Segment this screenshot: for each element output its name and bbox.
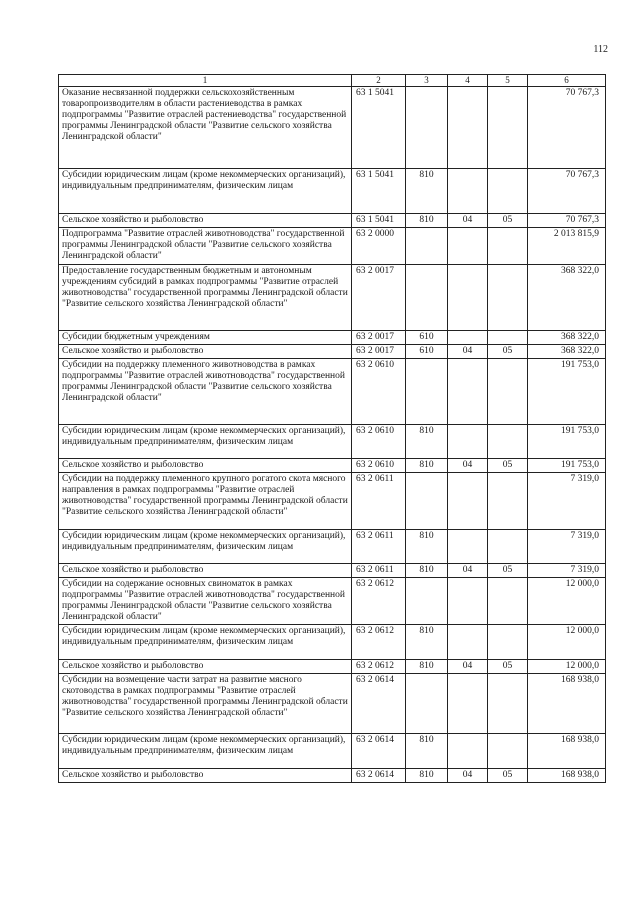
row-subsection-cell [488,530,528,564]
row-subsection-cell [488,674,528,734]
row-amount-cell: 70 767,3 [528,87,606,169]
row-expense-type-cell [406,578,448,625]
row-amount-cell: 7 319,0 [528,530,606,564]
row-expense-type-cell: 810 [406,734,448,769]
row-name-cell: Сельское хозяйство и рыболовство [59,345,352,359]
row-name-cell: Субсидии на поддержку племенного крупного рогатого скота мясного направления в рамках подпрограммы "Развитие отраслей животноводства" государственной программы Ленинградской области "Развитие сельского хозяйства Ленинградской области" [59,473,352,530]
row-name-cell: Субсидии на поддержку племенного животноводства в рамках подпрограммы "Развитие отраслей животноводства" государственной программы Ленинградской области "Развитие сельского хозяйства Ленинградской области" [59,359,352,425]
row-expense-type-cell: 810 [406,425,448,459]
row-subsection-cell: 05 [488,459,528,473]
row-section-cell [448,87,488,169]
row-code-cell: 63 2 0017 [352,265,406,331]
row-code-cell: 63 2 0610 [352,425,406,459]
table-row [59,228,606,265]
table-row [59,564,606,578]
row-name-cell: Сельское хозяйство и рыболовство [59,459,352,473]
row-expense-type-cell [406,473,448,530]
header-cell: 4 [448,75,488,87]
row-section-cell [448,473,488,530]
row-section-cell [448,425,488,459]
row-subsection-cell [488,169,528,214]
row-name-cell: Предоставление государственным бюджетным и автономным учреждениям субсидий в рамках подпрограммы "Развитие отраслей животноводства" государственной программы Ленинградской области "Развитие сельского хозяйства Ленинградской области" [59,265,352,331]
table-row [59,331,606,345]
page-number: 112 [593,44,608,55]
header-cell: 3 [406,75,448,87]
row-expense-type-cell: 810 [406,530,448,564]
row-section-cell [448,578,488,625]
row-name-cell: Сельское хозяйство и рыболовство [59,769,352,783]
table-row [59,530,606,564]
row-subsection-cell: 05 [488,214,528,228]
row-section-cell [448,331,488,345]
row-expense-type-cell: 810 [406,459,448,473]
row-code-cell: 63 1 5041 [352,169,406,214]
row-subsection-cell: 05 [488,564,528,578]
row-expense-type-cell: 810 [406,625,448,660]
row-section-cell: 04 [448,345,488,359]
row-code-cell: 63 2 0610 [352,359,406,425]
row-code-cell: 63 2 0017 [352,345,406,359]
row-section-cell [448,674,488,734]
row-subsection-cell [488,625,528,660]
table-row [59,473,606,530]
table-row [59,169,606,214]
row-code-cell: 63 2 0612 [352,660,406,674]
row-amount-cell: 12 000,0 [528,625,606,660]
row-code-cell: 63 2 0000 [352,228,406,265]
table-row [59,359,606,425]
row-section-cell [448,734,488,769]
row-amount-cell: 168 938,0 [528,734,606,769]
table-row [59,769,606,783]
row-code-cell: 63 2 0612 [352,578,406,625]
row-name-cell: Подпрограмма "Развитие отраслей животноводства" государственной программы Ленинградской области "Развитие сельского хозяйства Ленинградской области" [59,228,352,265]
row-section-cell [448,265,488,331]
table-row [59,265,606,331]
row-subsection-cell [488,359,528,425]
row-name-cell: Субсидии юридическим лицам (кроме некоммерческих организаций), индивидуальным предпринимателям, физическим лицам [59,625,352,660]
row-name-cell: Субсидии на содержание основных свиноматок в рамках подпрограммы "Развитие отраслей животноводства" государственной программы Ленинградской области "Развитие сельского хозяйства Ленинградской области" [59,578,352,625]
table-header-row [59,75,606,87]
row-name-cell: Субсидии юридическим лицам (кроме некоммерческих организаций), индивидуальным предпринимателям, физическим лицам [59,169,352,214]
row-expense-type-cell [406,359,448,425]
row-expense-type-cell: 810 [406,564,448,578]
row-amount-cell: 2 013 815,9 [528,228,606,265]
row-name-cell: Сельское хозяйство и рыболовство [59,214,352,228]
row-subsection-cell [488,228,528,265]
row-subsection-cell: 05 [488,345,528,359]
row-expense-type-cell: 810 [406,660,448,674]
table-row [59,625,606,660]
row-code-cell: 63 2 0612 [352,625,406,660]
row-code-cell: 63 2 0017 [352,331,406,345]
row-subsection-cell [488,734,528,769]
budget-table [58,74,606,783]
row-code-cell: 63 1 5041 [352,87,406,169]
row-name-cell: Сельское хозяйство и рыболовство [59,660,352,674]
table-row [59,459,606,473]
row-amount-cell: 368 322,0 [528,265,606,331]
row-amount-cell: 191 753,0 [528,425,606,459]
row-section-cell [448,169,488,214]
table-row [59,425,606,459]
row-code-cell: 63 1 5041 [352,214,406,228]
row-code-cell: 63 2 0611 [352,473,406,530]
table-row [59,345,606,359]
row-section-cell: 04 [448,214,488,228]
row-expense-type-cell: 610 [406,331,448,345]
row-expense-type-cell: 610 [406,345,448,359]
row-expense-type-cell [406,674,448,734]
table-row [59,87,606,169]
row-amount-cell: 12 000,0 [528,660,606,674]
row-section-cell: 04 [448,660,488,674]
table-row [59,578,606,625]
row-amount-cell: 12 000,0 [528,578,606,625]
table-row [59,214,606,228]
row-amount-cell: 368 322,0 [528,345,606,359]
row-code-cell: 63 2 0610 [352,459,406,473]
header-cell: 6 [528,75,606,87]
row-name-cell: Субсидии юридическим лицам (кроме некоммерческих организаций), индивидуальным предпринимателям, физическим лицам [59,734,352,769]
row-expense-type-cell: 810 [406,769,448,783]
row-amount-cell: 368 322,0 [528,331,606,345]
row-amount-cell: 168 938,0 [528,674,606,734]
header-cell: 5 [488,75,528,87]
row-subsection-cell: 05 [488,769,528,783]
row-name-cell: Субсидии юридическим лицам (кроме некоммерческих организаций), индивидуальным предпринимателям, физическим лицам [59,530,352,564]
row-code-cell: 63 2 0611 [352,530,406,564]
row-subsection-cell [488,87,528,169]
row-name-cell: Субсидии бюджетным учреждениям [59,331,352,345]
row-amount-cell: 7 319,0 [528,473,606,530]
row-code-cell: 63 2 0614 [352,734,406,769]
row-name-cell: Сельское хозяйство и рыболовство [59,564,352,578]
row-section-cell [448,530,488,564]
row-amount-cell: 70 767,3 [528,169,606,214]
row-section-cell [448,625,488,660]
row-amount-cell: 191 753,0 [528,459,606,473]
row-expense-type-cell: 810 [406,214,448,228]
row-section-cell [448,228,488,265]
table-row [59,660,606,674]
table-row [59,734,606,769]
row-code-cell: 63 2 0614 [352,769,406,783]
row-subsection-cell [488,265,528,331]
row-code-cell: 63 2 0614 [352,674,406,734]
header-cell: 1 [59,75,352,87]
row-subsection-cell [488,331,528,345]
row-amount-cell: 7 319,0 [528,564,606,578]
row-subsection-cell [488,425,528,459]
row-subsection-cell [488,473,528,530]
row-section-cell [448,359,488,425]
row-code-cell: 63 2 0611 [352,564,406,578]
row-expense-type-cell [406,87,448,169]
row-name-cell: Субсидии юридическим лицам (кроме некоммерческих организаций), индивидуальным предпринимателям, физическим лицам [59,425,352,459]
row-section-cell: 04 [448,769,488,783]
row-expense-type-cell [406,265,448,331]
row-name-cell: Субсидии на возмещение части затрат на развитие мясного скотоводства в рамках подпрограммы "Развитие отраслей животноводства" государственной программы Ленинградской области "Развитие сельского хозяйства Ленинградской области" [59,674,352,734]
row-section-cell: 04 [448,459,488,473]
row-subsection-cell [488,578,528,625]
row-subsection-cell: 05 [488,660,528,674]
row-amount-cell: 168 938,0 [528,769,606,783]
row-expense-type-cell [406,228,448,265]
row-name-cell: Оказание несвязанной поддержки сельскохозяйственным товаропроизводителям в области растениеводства в рамках подпрограммы "Развитие отраслей растениеводства" государственной программы Ленинградской области "Развитие сельского хозяйства Ленинградской области" [59,87,352,169]
row-expense-type-cell: 810 [406,169,448,214]
row-amount-cell: 191 753,0 [528,359,606,425]
row-section-cell: 04 [448,564,488,578]
header-cell: 2 [352,75,406,87]
table-row [59,674,606,734]
row-amount-cell: 70 767,3 [528,214,606,228]
